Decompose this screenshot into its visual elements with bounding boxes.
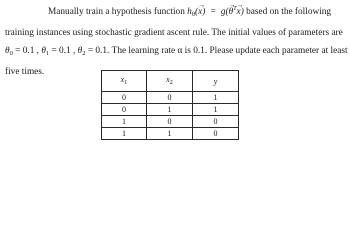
hypothesis-formula: $h_\theta(\to x) = g(\to \theta^T\to x)$ (187, 7, 244, 17)
problem-line-2: training instances using stochastic gradient ascent rule. The initial values of parameters are (5, 28, 343, 38)
table-row (102, 104, 239, 116)
table-row (102, 92, 239, 104)
table-cell: 0 (147, 92, 193, 104)
problem-statement (5, 0, 347, 81)
line1-suffix: based on the following (246, 7, 332, 17)
table-cell: 0 (193, 128, 239, 140)
theta0-value: = 0.1 , (15, 46, 39, 56)
line1-prefix: Manually train a hypothesis function (48, 7, 185, 17)
table-row (102, 128, 239, 140)
table-cell: 1 (193, 104, 239, 116)
theta2-value: = 0.1. (87, 46, 110, 56)
problem-line-4: five times. (5, 67, 45, 77)
table-cell: 1 (102, 128, 147, 140)
theta1-value: = 0.1 , (51, 46, 76, 56)
table-cell: 0 (193, 116, 239, 128)
training-instances-table (101, 70, 239, 140)
header-y: y (193, 71, 239, 92)
problem-line-3 (5, 42, 347, 63)
table-cell: 0 (102, 92, 147, 104)
table-row (102, 116, 239, 128)
table-cell: 0 (102, 104, 147, 116)
table-cell: 1 (193, 92, 239, 104)
table-header-row (102, 71, 239, 92)
table-cell: 0 (147, 116, 193, 128)
line3-rest: The learning rate α is 0.1. Please update each parameter at least (111, 46, 348, 56)
problem-line-1 (5, 0, 347, 24)
theta0-symbol: $\theta_0$ (5, 46, 13, 57)
table-cell: 1 (147, 104, 193, 116)
table-cell: 1 (147, 128, 193, 140)
table-cell: 1 (102, 116, 147, 128)
theta2-symbol: $\theta_2$ (77, 46, 86, 57)
theta1-symbol: $\theta_1$ (41, 46, 50, 57)
header-x1: $x_1$ (102, 71, 147, 92)
header-x2: $x_2$ (147, 71, 193, 92)
